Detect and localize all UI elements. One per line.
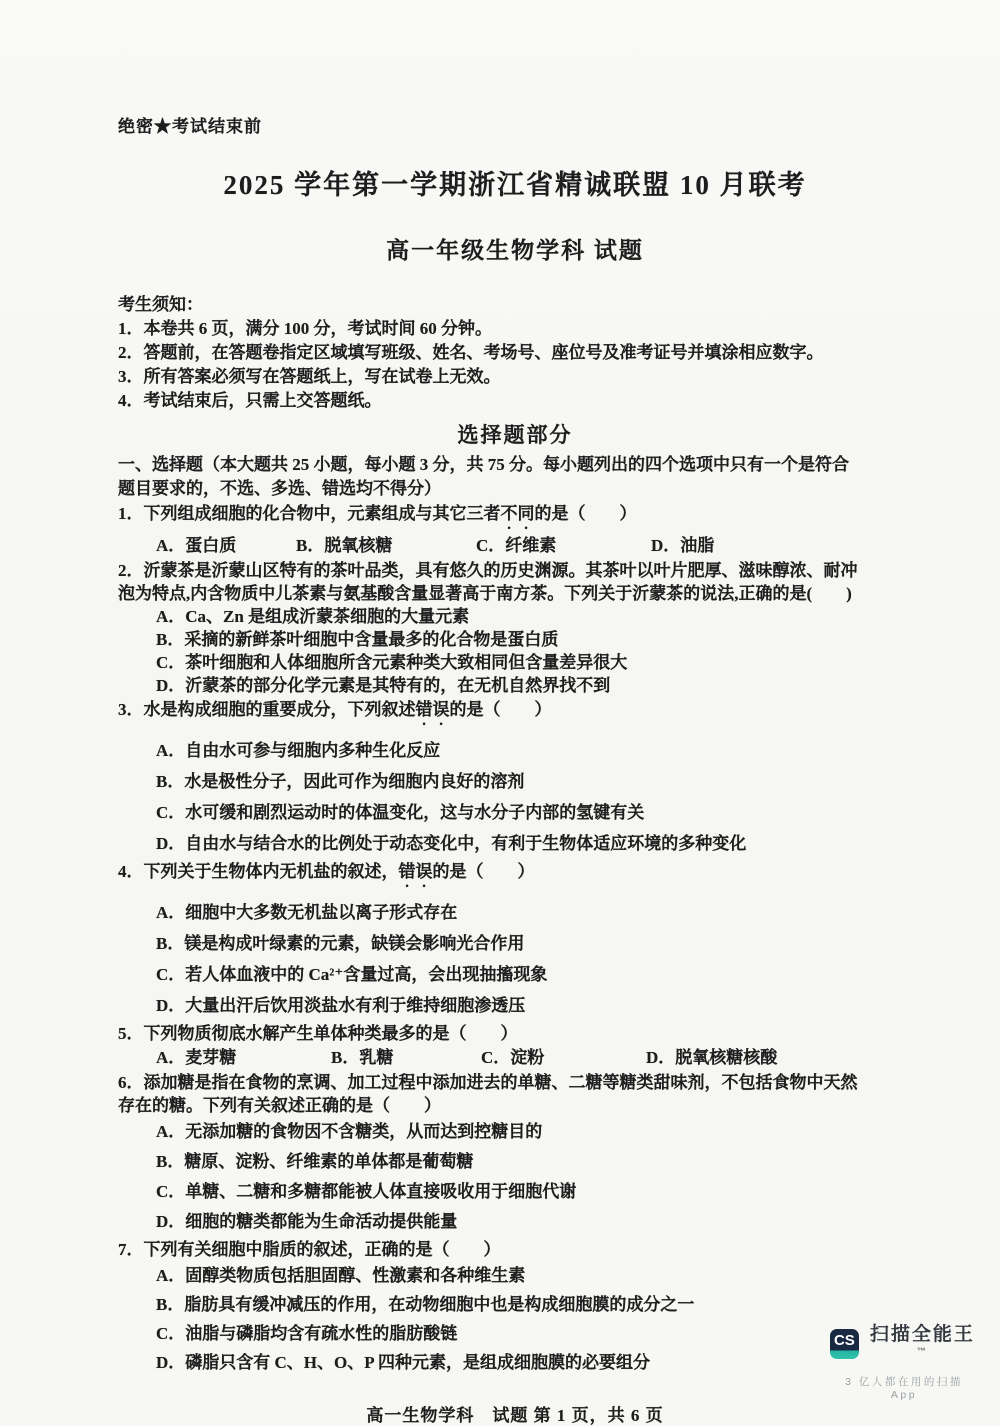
trademark-symbol: ™ [916,1346,928,1356]
option-b: B．糖原、淀粉、纤维素的单体都是葡萄糖 [156,1152,474,1171]
option-a: A．Ca、Zn 是组成沂蒙茶细胞的大量元素 [156,607,470,626]
option-a: A．无添加糖的食物因不含糖类，从而达到控糖目的 [156,1122,543,1141]
page-content [118,112,912,1426]
stem-text: 3．水是构成细胞的重要成分，下列叙述 [118,700,416,719]
stem-emphasis: 错误 [398,862,433,881]
notice-item-3: 3．所有答案必须写在答题纸上，写在试卷上无效。 [118,367,501,386]
option-b: B．采摘的新鲜茶叶细胞中含量最多的化合物是蛋白质 [156,630,559,649]
option-d: D．大量出汗后饮用淡盐水有利于维持细胞渗透压 [156,996,526,1015]
option-a: A．细胞中大多数无机盐以离子形式存在 [156,903,458,922]
question-6-stem: 6．添加糖是指在食物的烹调、加工过程中添加进去的单糖、二糖等糖类甜味剂，不包括食物中天然 [118,1073,858,1092]
option-c: C．单糖、二糖和多糖都能被人体直接吸收用于细胞代谢 [156,1182,577,1201]
question-2-options [118,605,912,697]
option-d: D．磷脂只含有 C、H、O、P 四种元素，是组成细胞膜的必要组分 [156,1353,650,1372]
question-7-stem: 7．下列有关细胞中脂质的叙述，正确的是（ ） [118,1240,501,1259]
option-d: D．自由水与结合水的比例处于动态变化中，有利于生物体适应环境的多种变化 [156,834,747,853]
question-6-options [118,1117,912,1237]
question-1-options [118,533,912,558]
option-c: C．水可缓和剧烈运动时的体温变化，这与水分子内部的氢键有关 [156,803,645,822]
section-title: 选择题部分 [457,423,573,447]
question-6-stem-cont: 存在的糖。下列有关叙述正确的是（ ） [118,1096,441,1115]
app-name-text: 扫描全能王 [869,1324,975,1345]
notice-heading: 考生须知： [118,295,203,314]
notice-item-4: 4．考试结束后，只需上交答题纸。 [118,391,382,410]
stem-text: 1．下列组成细胞的化合物中，元素组成与其它三者 [118,504,501,523]
option-a: A．麦芽糖 [156,1048,237,1067]
watermark-app-name [867,1319,978,1368]
question-4-stem [118,860,912,891]
question-3-stem [118,698,912,729]
question-5-stem: 5．下列物质彻底水解产生单体种类最多的是（ ） [118,1024,518,1043]
question-4-options [118,897,912,1021]
option-d: D．脱氧核糖核酸 [646,1048,778,1067]
exam-subtitle: 高一年级生物学科 试题 [386,238,644,263]
question-5-options [118,1045,912,1070]
option-c: C．油脂与磷脂均含有疏水性的脂肪酸链 [156,1324,458,1343]
option-b: B．脱氧核糖 [296,536,393,555]
notice-item-1: 1．本卷共 6 页，满分 100 分，考试时间 60 分钟。 [118,319,492,338]
section-intro-line-2: 题目要求的，不选、多选、错选均不得分） [118,479,441,498]
option-b: B．脂肪具有缓冲减压的作用，在动物细胞中也是构成细胞膜的成分之一 [156,1295,695,1314]
question-6 [118,1071,912,1237]
option-b: B．镁是构成叶绿素的元素，缺镁会影响光合作用 [156,934,525,953]
option-b: B．乳糖 [331,1048,394,1067]
question-7-options [118,1261,912,1377]
question-3 [118,698,912,859]
classification-banner: 绝密★考试结束前 [118,117,262,136]
stem-emphasis: 错误 [415,700,450,719]
scanner-app-watermark [830,1319,978,1401]
option-d: D．沂蒙茶的部分化学元素是其特有的，在无机自然界找不到 [156,676,611,695]
question-1 [118,502,912,558]
stem-text: 的是（ ） [449,700,552,719]
notice-item-2: 2．答题前，在答题卷指定区域填写班级、姓名、考场号、座位号及准考证号并填涂相应数字。 [118,343,824,362]
question-5 [118,1022,912,1070]
exam-title: 2025 学年第一学期浙江省精诚联盟 10 月联考 [223,170,807,200]
question-7 [118,1238,912,1377]
option-d: D．细胞的糖类都能为生命活动提供能量 [156,1212,458,1231]
watermark-tagline: 3 亿人都在用的扫描 App [845,1376,963,1401]
option-c: C．茶叶细胞和人体细胞所含元素种类大致相同但含量差异很大 [156,653,628,672]
question-1-stem [118,502,912,533]
question-2-stem-cont: 泡为特点,内含物质中儿茶素与氨基酸含量显著高于南方茶。下列关于沂蒙茶的说法,正确的是( ) [118,584,852,603]
question-4 [118,860,912,1021]
option-c: C．淀粉 [481,1048,545,1067]
option-d: D．油脂 [651,536,715,555]
stem-text: 4．下列关于生物体内无机盐的叙述， [118,862,399,881]
option-b: B．水是极性分子，因此可作为细胞内良好的溶剂 [156,772,525,791]
candidate-notice [118,293,912,413]
option-a: A．固醇类物质包括胆固醇、性激素和各种维生素 [156,1266,526,1285]
watermark-header [830,1319,978,1368]
option-c: C．若人体血液中的 Ca²⁺含量过高，会出现抽搐现象 [156,965,548,984]
option-a: A．自由水可参与细胞内多种生化反应 [156,741,441,760]
option-c: C．纤维素 [476,536,557,555]
section-intro-line-1: 一、选择题（本大题共 25 小题，每小题 3 分，共 75 分。每小题列出的四个选项中只有一个是符合 [118,455,849,474]
stem-text: 的是（ ） [534,504,637,523]
stem-emphasis: 不同 [500,504,535,523]
camscanner-logo-icon: CS [830,1329,859,1359]
question-2 [118,559,912,697]
question-2-stem: 2．沂蒙茶是沂蒙山区特有的茶叶品类，具有悠久的历史渊源。其茶叶以叶片肥厚、滋味醇浓、耐冲 [118,561,858,580]
option-a: A．蛋白质 [156,536,237,555]
stem-text: 的是（ ） [432,862,535,881]
page-footer: 高一生物学科 试题 第 1 页，共 6 页 [366,1406,664,1425]
question-3-options [118,735,912,859]
